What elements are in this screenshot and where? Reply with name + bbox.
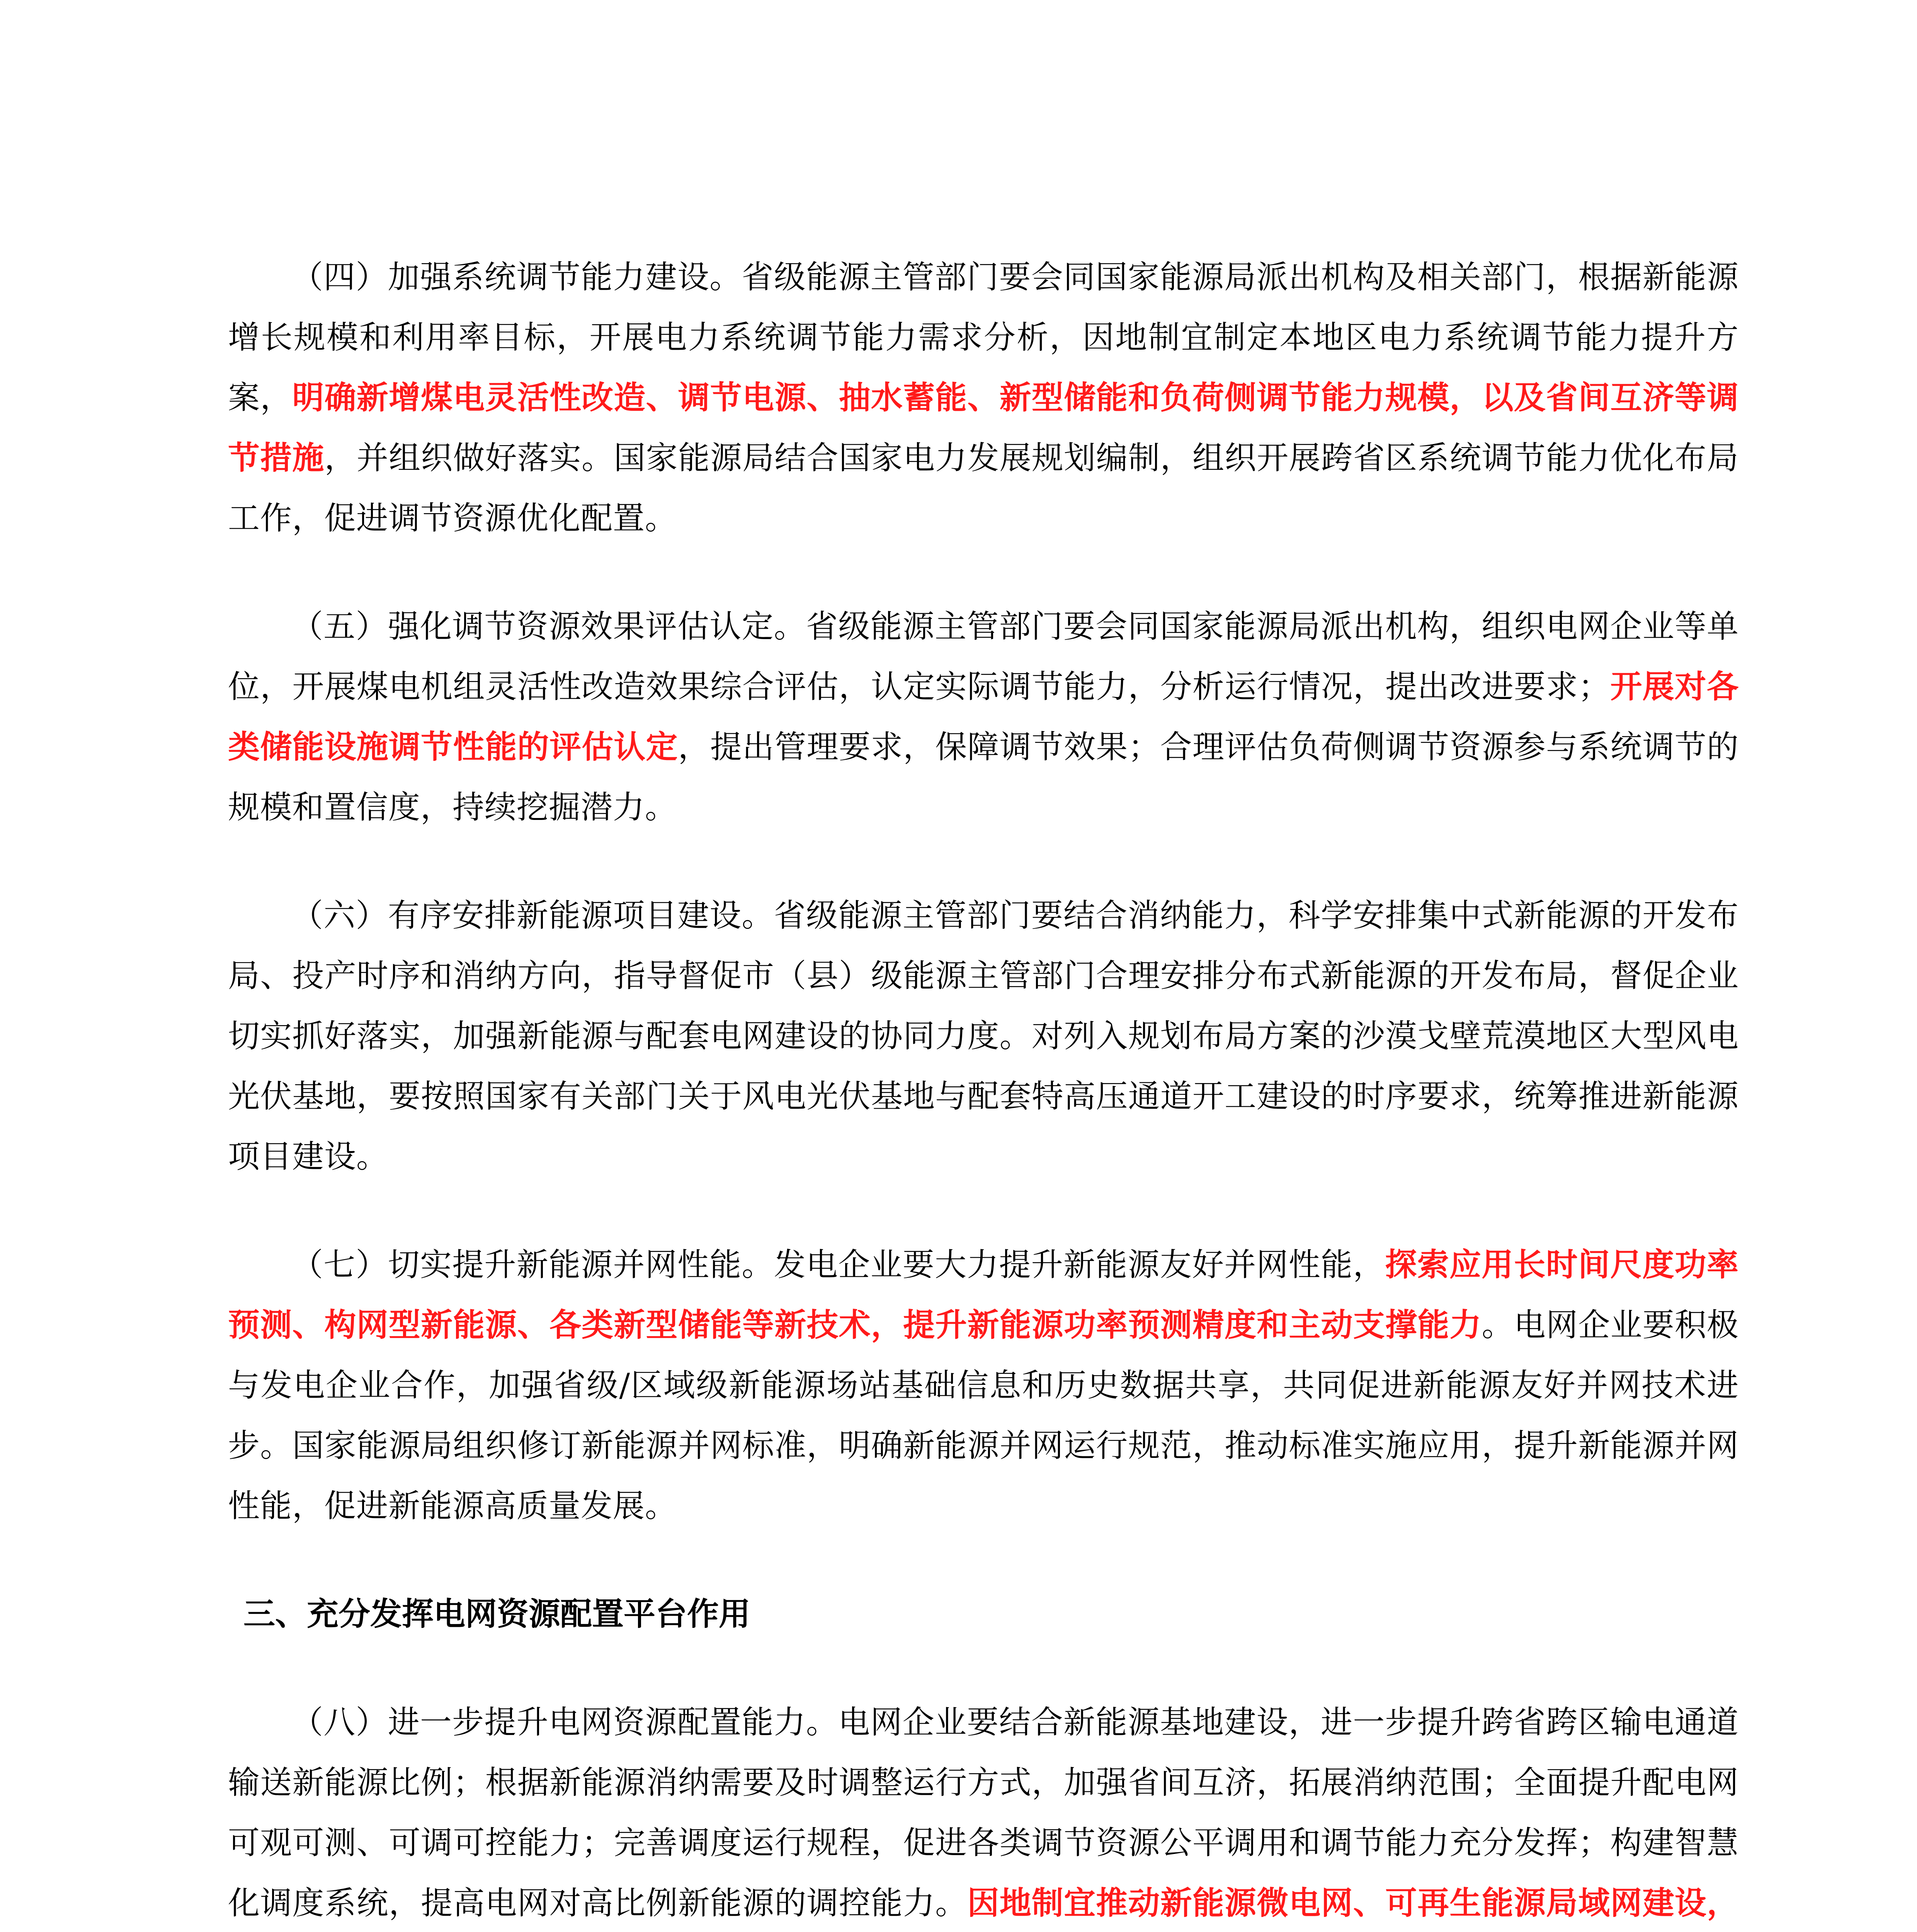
- paragraph-text: （四）加强系统调节能力建设。省级能源主管部门要会同国家能源局派出机构及相关部门，根据新能源增长规模和利用率目标，开展电力系统调节能力需求分析，因地制宜制定本地区电力系统调节能力提升方案，: [228, 259, 1739, 416]
- paragraph-6: [228, 886, 1739, 1187]
- highlighted-text: 明确新增煤电灵活性改造、调节电源、抽水蓄能、新型储能和负荷侧调节能力规模，以及省间互济等调节措施: [228, 379, 1739, 476]
- section-heading: 三、充分发挥电网资源配置平台作用: [243, 1596, 751, 1633]
- highlighted-text: 开展对各类储能设施调节性能的评估认定: [228, 668, 1739, 765]
- paragraph-4: [228, 247, 1739, 549]
- document-page: [228, 247, 1739, 1932]
- paragraph-7: [228, 1235, 1739, 1536]
- highlighted-text: 探索应用长时间尺度功率预测、构网型新能源、各类新型储能等新技术，提升新能源功率预测精度和主动支撑能力: [228, 1247, 1739, 1344]
- paragraph-8: [228, 1692, 1739, 1932]
- paragraph-text: （六）有序安排新能源项目建设。省级能源主管部门要结合消纳能力，科学安排集中式新能源的开发布局、投产时序和消纳方向，指导督促市（县）级能源主管部门合理安排分布式新能源的开发布局，督促企业切实抓好落实，加强新能源与配套电网建设的协同力度。对列入规划布局方案的沙漠戈壁荒漠地区大型风电光伏基地，要按照国家有关部门关于风电光伏基地与配套特高压通道开工建设的时序要求，统筹推进新能源项目建设。: [228, 897, 1739, 1175]
- paragraph-text: （五）强化调节资源效果评估认定。省级能源主管部门要会同国家能源局派出机构，组织电网企业等单位，开展煤电机组灵活性改造效果综合评估，认定实际调节能力，分析运行情况，提出改进要求；: [228, 608, 1739, 705]
- paragraph-text: （八）进一步提升电网资源配置能力。电网企业要结合新能源基地建设，进一步提升跨省跨区输电通道输送新能源比例；根据新能源消纳需要及时调整运行方式，加强省间互济，拓展消纳范围；全面提升配电网可观可测、可调可控能力；完善调度运行规程，促进各类调节资源公平调用和调节能力充分发挥；构建智慧化调度系统，提高电网对高比例新能源的调控能力。: [228, 1704, 1739, 1922]
- paragraph-text: ，提出管理要求，保障调节效果；合理评估负荷侧调节资源参与系统调节的规模和置信度，持续挖掘潜力。: [228, 729, 1739, 826]
- paragraph-text: ，并组织做好落实。国家能源局结合国家电力发展规划编制，组织开展跨省区系统调节能力优化布局工作，促进调节资源优化配置。: [228, 440, 1739, 537]
- paragraph-5: [228, 597, 1739, 838]
- paragraph-text: （七）切实提升新能源并网性能。发电企业要大力提升新能源友好并网性能，: [291, 1247, 1385, 1283]
- paragraph-text: 。电网企业要积极与发电企业合作，加强省级/区域级新能源场站基础信息和历史数据共享，共同促进新能源友好并网技术进步。国家能源局组织修订新能源并网标准，明确新能源并网运行规范，推动标准实施应用，提升新能源并网性能，促进新能源高质量发展。: [228, 1307, 1739, 1524]
- highlighted-text: 因地制宜推动新能源微电网、可再生能源局域网建设，: [967, 1885, 1739, 1922]
